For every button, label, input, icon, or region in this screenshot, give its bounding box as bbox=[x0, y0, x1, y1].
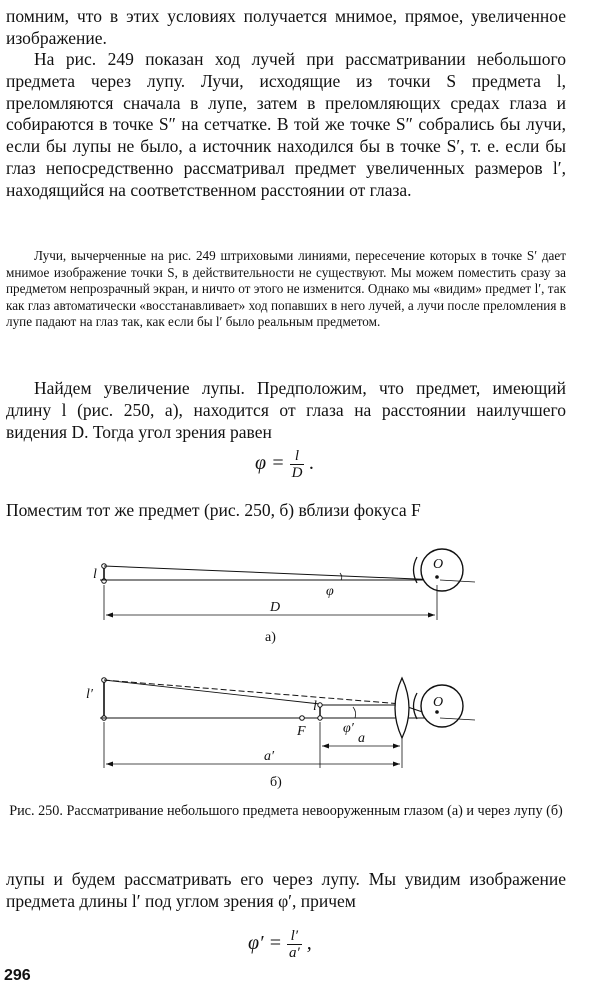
ray-focus-b bbox=[104, 680, 320, 704]
label-distance-large-b: a′ bbox=[264, 749, 275, 764]
dim-arrow-small-left-b bbox=[322, 744, 329, 749]
label-focus-b: F bbox=[297, 724, 306, 739]
object-bottom-point-a bbox=[102, 579, 107, 584]
ray-a bbox=[104, 566, 440, 580]
formula-phi-lhs: φ = bbox=[255, 452, 285, 475]
dim-arrow-large-left-b bbox=[106, 762, 113, 767]
label-sub-a: а) bbox=[265, 630, 276, 645]
angle-arc-b bbox=[353, 707, 356, 718]
formula-phi-prime-denominator: a′ bbox=[288, 945, 300, 961]
dim-arrow-left-a bbox=[106, 613, 113, 618]
formula-phi-prime-tail: , bbox=[306, 932, 312, 955]
virtual-ray-b bbox=[104, 680, 402, 704]
paragraph-magnification: Найдем увеличение лупы. Предположим, что предмет, имеющий длину l (рис. 250, а), находится от глаза на расстоянии наилучшего видения D. Тогда угол зрения равен bbox=[6, 378, 566, 442]
object-bottom-point-b bbox=[318, 716, 322, 720]
paragraph-small-note: Лучи, вычерченные на рис. 249 штриховыми линиями, пересечение которых в точке S′ дает мнимое изображение точки S, в действительности не существуют. Мы можем поместить сразу за предметом непрозрачный экран, и ничто от этого не изменится. Однако мы «видим» предмет l′, так как глаз автоматически «восстанавливает» ход попавших в него лучей, а лучи после преломления в лупе падают на глаз так, как если бы l′ было реальным предметом. bbox=[6, 248, 566, 330]
label-object-a: l bbox=[93, 567, 97, 582]
label-angle-b: φ′ bbox=[343, 721, 354, 736]
formula-phi-tail: . bbox=[309, 452, 315, 475]
figure-b bbox=[86, 678, 475, 790]
label-angle-a: φ bbox=[326, 584, 334, 599]
object-top-point-b bbox=[318, 703, 322, 707]
paragraph-through-loupe: лупы и будем рассматривать его через лупу. Мы увидим изображение предмета длины l′ под углом зрения φ′, причем bbox=[6, 869, 566, 911]
angle-arc-a bbox=[340, 573, 342, 580]
loupe-lens-b bbox=[395, 678, 409, 738]
formula-phi-prime-numerator: l′ bbox=[287, 928, 302, 945]
eye-lens-b bbox=[414, 693, 418, 719]
paragraph-continuation: помним, что в этих условиях получается мнимое, прямое, увеличенное изображение. bbox=[6, 6, 566, 48]
figure-caption: Рис. 250. Рассматривание небольшого предмета невооруженным глазом (а) и через лупу (б) bbox=[9, 803, 563, 819]
paragraph-loupe-rays: На рис. 249 показан ход лучей при рассматривании небольшого предмета через лупу. Лучи, исходящие из точки S предмета l, преломляются сначала в лупе, затем в преломляющих средах глаза и собираются в точке S″ на сетчатке. В той же точке S″ собрались бы лучи, если бы лупы не было, а источник находился бы в точке S′, т. е. если бы глаз непосредственно рассматривал предмет увеличенных размеров l′, находящийся на соответственном расстоянии от глаза. bbox=[6, 49, 566, 200]
formula-phi-prime bbox=[248, 928, 312, 961]
label-distance-small-b: a bbox=[358, 731, 365, 746]
eye-center-b bbox=[435, 710, 439, 714]
label-eye-b: O bbox=[433, 695, 444, 710]
label-distance-a: D bbox=[270, 600, 281, 615]
paragraph-focus: Поместим тот же предмет (рис. 250, б) вблизи фокуса F bbox=[6, 500, 421, 520]
figure-a bbox=[93, 549, 475, 645]
page-number: 296 bbox=[4, 967, 31, 984]
label-object-b: l bbox=[313, 699, 317, 714]
eye-center-a bbox=[435, 575, 439, 579]
label-sub-b: б) bbox=[270, 775, 282, 790]
formula-phi-numerator: l bbox=[290, 448, 305, 465]
label-eye-a: O bbox=[433, 557, 444, 572]
dim-arrow-right-a bbox=[428, 613, 435, 618]
label-image-b: l′ bbox=[86, 687, 93, 702]
focus-point-b bbox=[300, 716, 305, 721]
formula-phi-prime-lhs: φ′ = bbox=[248, 932, 282, 955]
dim-arrow-small-right-b bbox=[393, 744, 400, 749]
formula-phi-denominator: D bbox=[291, 465, 303, 481]
dim-arrow-large-right-b bbox=[393, 762, 400, 767]
formula-phi-prime-fraction bbox=[287, 928, 302, 961]
